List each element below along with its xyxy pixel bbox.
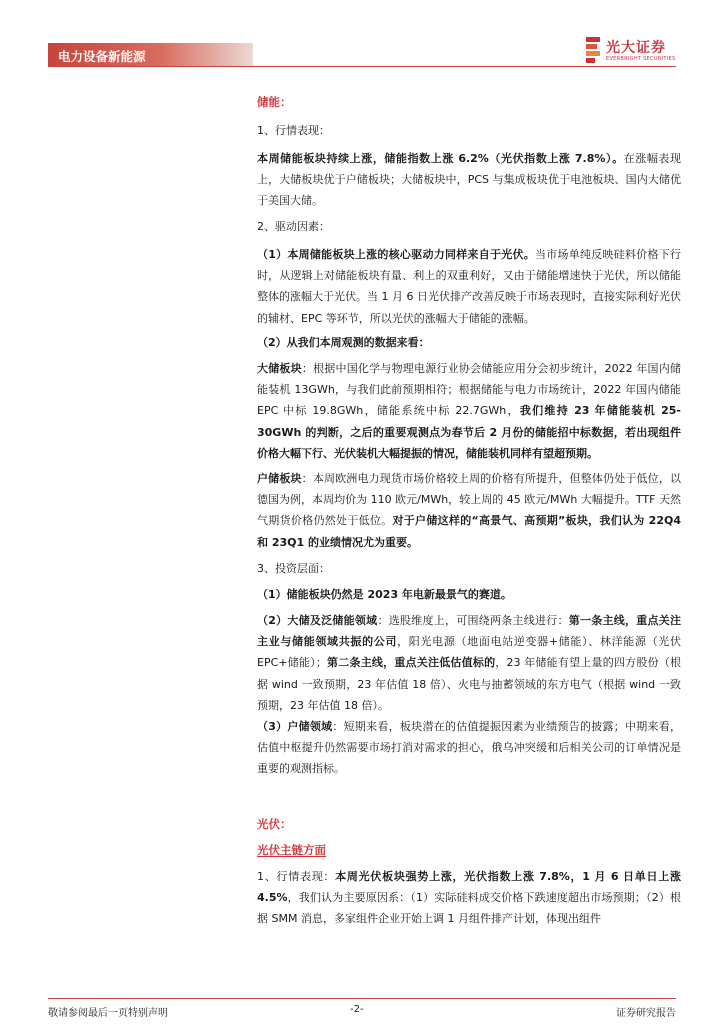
paragraph-drivers: [257, 244, 681, 329]
paragraph-bold: 大储板块: [257, 362, 302, 375]
paragraph-bold: （3）户储领域: [257, 720, 333, 733]
paragraph-household-storage: [257, 468, 681, 553]
footer-disclaimer: 敬请参阅最后一页特别声明: [48, 1008, 168, 1019]
section-tag-label: 电力设备新能源: [58, 49, 146, 64]
heading-investment: 3、投资层面：: [257, 562, 330, 575]
paragraph-bold: 第二条主线，重点关注低估值标的: [326, 656, 496, 670]
paragraph-text: 当市场单纯反映硅料价格下行时，从逻辑上对储能板块有量、利上的双重利好，又由于储能增速快于光伏，所以储能整体的涨幅大于光伏。当 1 月 6 日光伏排产改善反映于市场表现时，直接实际利好光伏的辅材、EPC 等环节，所以光伏的涨幅大于储能的涨幅。: [257, 248, 681, 325]
paragraph-bold: 本周储能板块持续上涨，储能指数上涨 6.2%（光伏指数上涨 7.8%）。: [257, 152, 624, 165]
section-tag: [48, 43, 253, 67]
paragraph-bold: （1）本周储能板块上涨的核心驱动力同样来自于光伏。: [257, 248, 535, 261]
paragraph-text: 在涨幅表现上，大储板块优于户储板块；大储板块中，PCS 与集成板块优于电池板块、国内大储优于美国大储。: [257, 152, 681, 208]
section-title-storage: 储能：: [257, 95, 292, 109]
header-divider: [48, 66, 676, 67]
paragraph-text: ：短期来看，板块潜在的估值提振因素为业绩预告的披露；中期来看，估值中枢提升仍然需要市场打消对需求的担心，俄乌冲突缓和后相关公司的订单情况是重要的观测指标。: [257, 720, 681, 776]
heading-market: 1、行情表现：: [257, 124, 330, 137]
footer-divider: [48, 998, 676, 999]
paragraph-investment-3: [257, 716, 681, 780]
paragraph-bold: 户储板块: [257, 472, 302, 485]
paragraph-text: ：本周欧洲电力现货市场价格较上周的价格有所提升，但整体仍处于低位，以德国为例，本周均价为 110 欧元/MWh，较上周的 45 欧元/MWh 大幅提升。TTF 天然气期货价格仍然处于低位。: [257, 472, 682, 528]
paragraph-bold: （1）储能板块仍然是 2023 年电新最景气的赛道。: [257, 588, 512, 601]
paragraph-bold: （2）大储及泛储能领域: [257, 614, 378, 627]
subsection-title-pv-chain: 光伏主链方面: [257, 843, 326, 857]
logo-icon: [586, 37, 602, 63]
paragraph-text: ，阳光电源（地面电站逆变器+储能）、林洋能源（光伏 EPC+储能）；: [257, 635, 681, 670]
paragraph-large-storage: [257, 358, 681, 464]
paragraph-text: 1、行情表现：: [257, 870, 336, 883]
section-title-pv: 光伏：: [257, 817, 292, 831]
paragraph-market: [257, 148, 681, 212]
paragraph-bold: 对于户储这样的“高景气、高预期”板块，我们认为 22Q4 和 23Q1 的业绩情况尤为重要。: [257, 514, 681, 549]
paragraph-text: ，23 年储能有望上量的四方股份（根据 wind 一致预期，23 年估值 18 倍）、火电与抽蓄领域的东方电气（根据 wind 一致预期，23 年估值 18 倍）。: [257, 656, 681, 712]
paragraph-text: ：选股维度上，可围绕两条主线进行：: [377, 614, 569, 627]
paragraph-bold: （2）从我们本周观测的数据来看：: [257, 336, 430, 349]
paragraph-bold: 我们维持 23 年储能装机 25-30GWh 的判断，之后的重要观测点为春节后 2 月份的储能招中标数据，若出现组件价格大幅下行、光伏装机大幅提振的情况，储能装机同样有望超预期。: [257, 404, 681, 460]
paragraph-data-intro: [257, 332, 681, 353]
logo-text-cn: 光大证券: [606, 40, 666, 56]
footer-report-type: 证券研究报告: [616, 1008, 676, 1019]
paragraph-bold: 本周光伏板块强势上涨，光伏指数上涨 7.8%，1 月 6 日单日上涨 4.5%: [257, 870, 681, 905]
paragraph-investment-1: [257, 584, 681, 605]
heading-drivers: 2、驱动因素：: [257, 220, 330, 233]
paragraph-bold: 第一条主线，重点关注主业与储能领域共振的公司: [257, 614, 682, 649]
page-number: -2-: [350, 1004, 364, 1015]
paragraph-investment-2: [257, 610, 681, 716]
paragraph-pv-market: [257, 866, 681, 930]
paragraph-text: ：根据中国化学与物理电源行业协会储能应用分会初步统计，2022 年国内储能装机 13GWh，与我们此前预期相符；根据储能与电力市场统计，2022 年国内储能 EPC 中标 19.8GWh，储能系统中标 22.7GWh，: [257, 362, 681, 418]
company-logo: [586, 37, 678, 65]
paragraph-text: ，我们认为主要原因系：（1）实际硅料成交价格下跌速度超出市场预期；（2）根据 SMM 消息，多家组件企业开始上调 1 月组件排产计划，体现出组件: [257, 891, 681, 926]
logo-text-en: EVERBRIGHT SECURITIES: [606, 56, 676, 62]
